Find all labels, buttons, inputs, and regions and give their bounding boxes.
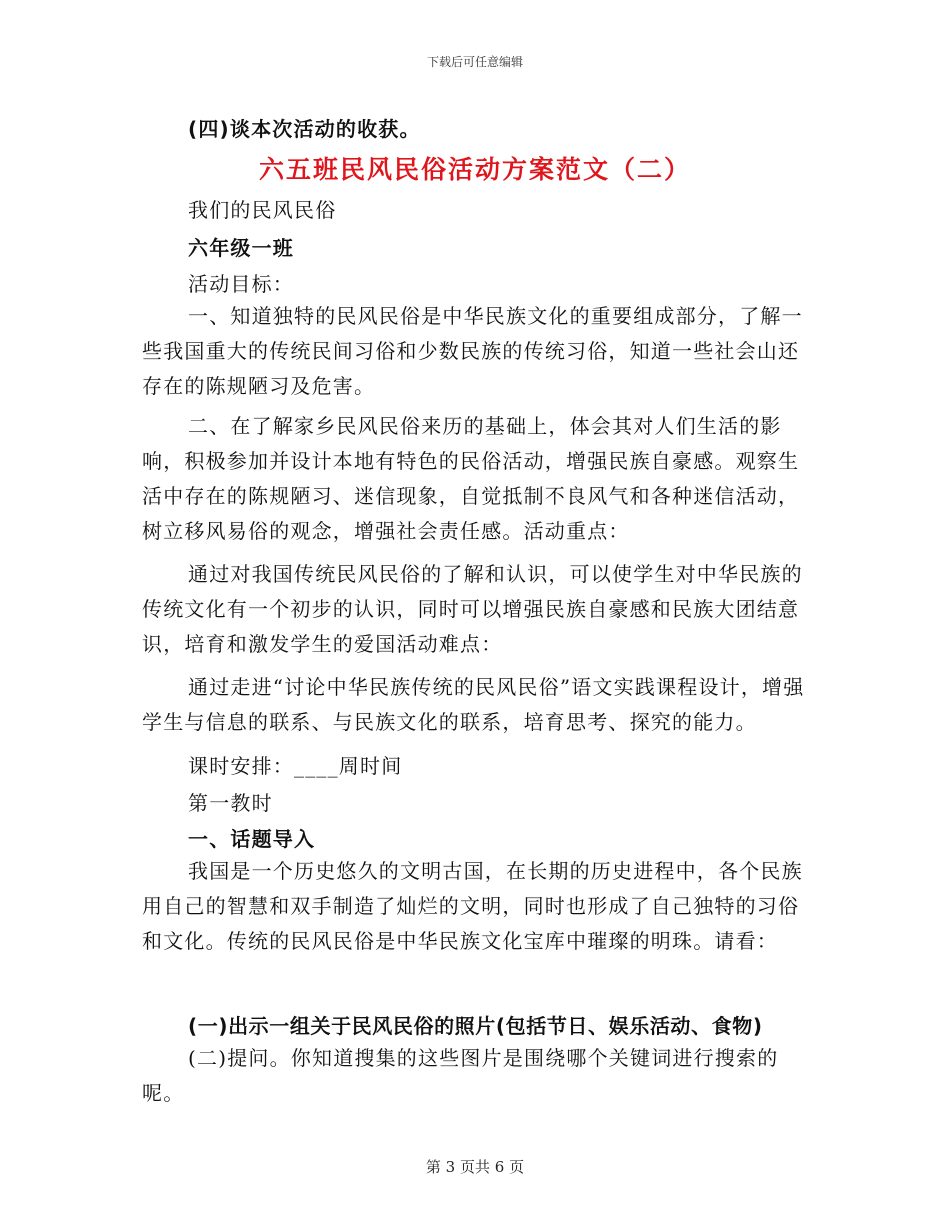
difficulty-paragraph: 通过走进“讨论中华民族传统的民风民俗”语文实践课程设计，增强学生与信息的联系、与民族文化的联系，培育思考、探究的能力。 (142, 675, 805, 734)
goal-label: 活动目标： (188, 272, 294, 296)
schedule-line: 课时安排：____周时间 (188, 754, 403, 778)
intro-paragraph: 我国是一个历史悠久的文明古国，在长期的历史进程中，各个民族用自己的智慧和双手制造了灿烂的文明，同时也形成了自己独特的习俗和文化。传统的民风民俗是中华民族文化宝库中璀璨的明珠。请看： (142, 859, 803, 953)
lesson-label: 第一教时 (188, 791, 273, 815)
page-header: 下载后可任意编辑 (426, 55, 523, 69)
subtitle: 我们的民风民俗 (188, 198, 337, 222)
document-title: 六五班民风民俗活动方案范文（二） (258, 155, 691, 184)
intro-heading: 一、话题导入 (188, 827, 316, 851)
goal-paragraph-2: 二、在了解家乡民风民俗来历的基础上，体会其对人们生活的影响，积极参加并设计本地有特色的民俗活动，增强民族自豪感。观察生活中存在的陈规陋习、迷信现象，自觉抵制不良风气和各种迷信活动，树立移风易俗的观念，增强社会责任感。活动重点： (142, 414, 800, 543)
section-end-heading: (四)谈本次活动的收获。 (188, 117, 421, 141)
focus-paragraph: 通过对我国传统民风民俗的了解和认识，可以使学生对中华民族的传统文化有一个初步的认识，同时可以增强民族自豪感和民族大团结意识，培育和激发学生的爱国活动难点： (142, 562, 803, 656)
page-footer: 第 3 页共 6 页 (425, 1158, 525, 1176)
step-2: (二)提问。你知道搜集的这些图片是围绕哪个关键词进行搜索的呢。 (142, 1046, 779, 1105)
step-1: (一)出示一组关于民风民俗的照片(包括节日、娱乐活动、食物) (188, 1014, 763, 1038)
goal-paragraph-1: 一、知道独特的民风民俗是中华民族文化的重要组成部分，了解一些我国重大的传统民间习俗和少数民族的传统习俗，知道一些社会山还存在的陈规陋习及危害。 (142, 304, 803, 398)
class-name: 六年级一班 (188, 236, 294, 260)
